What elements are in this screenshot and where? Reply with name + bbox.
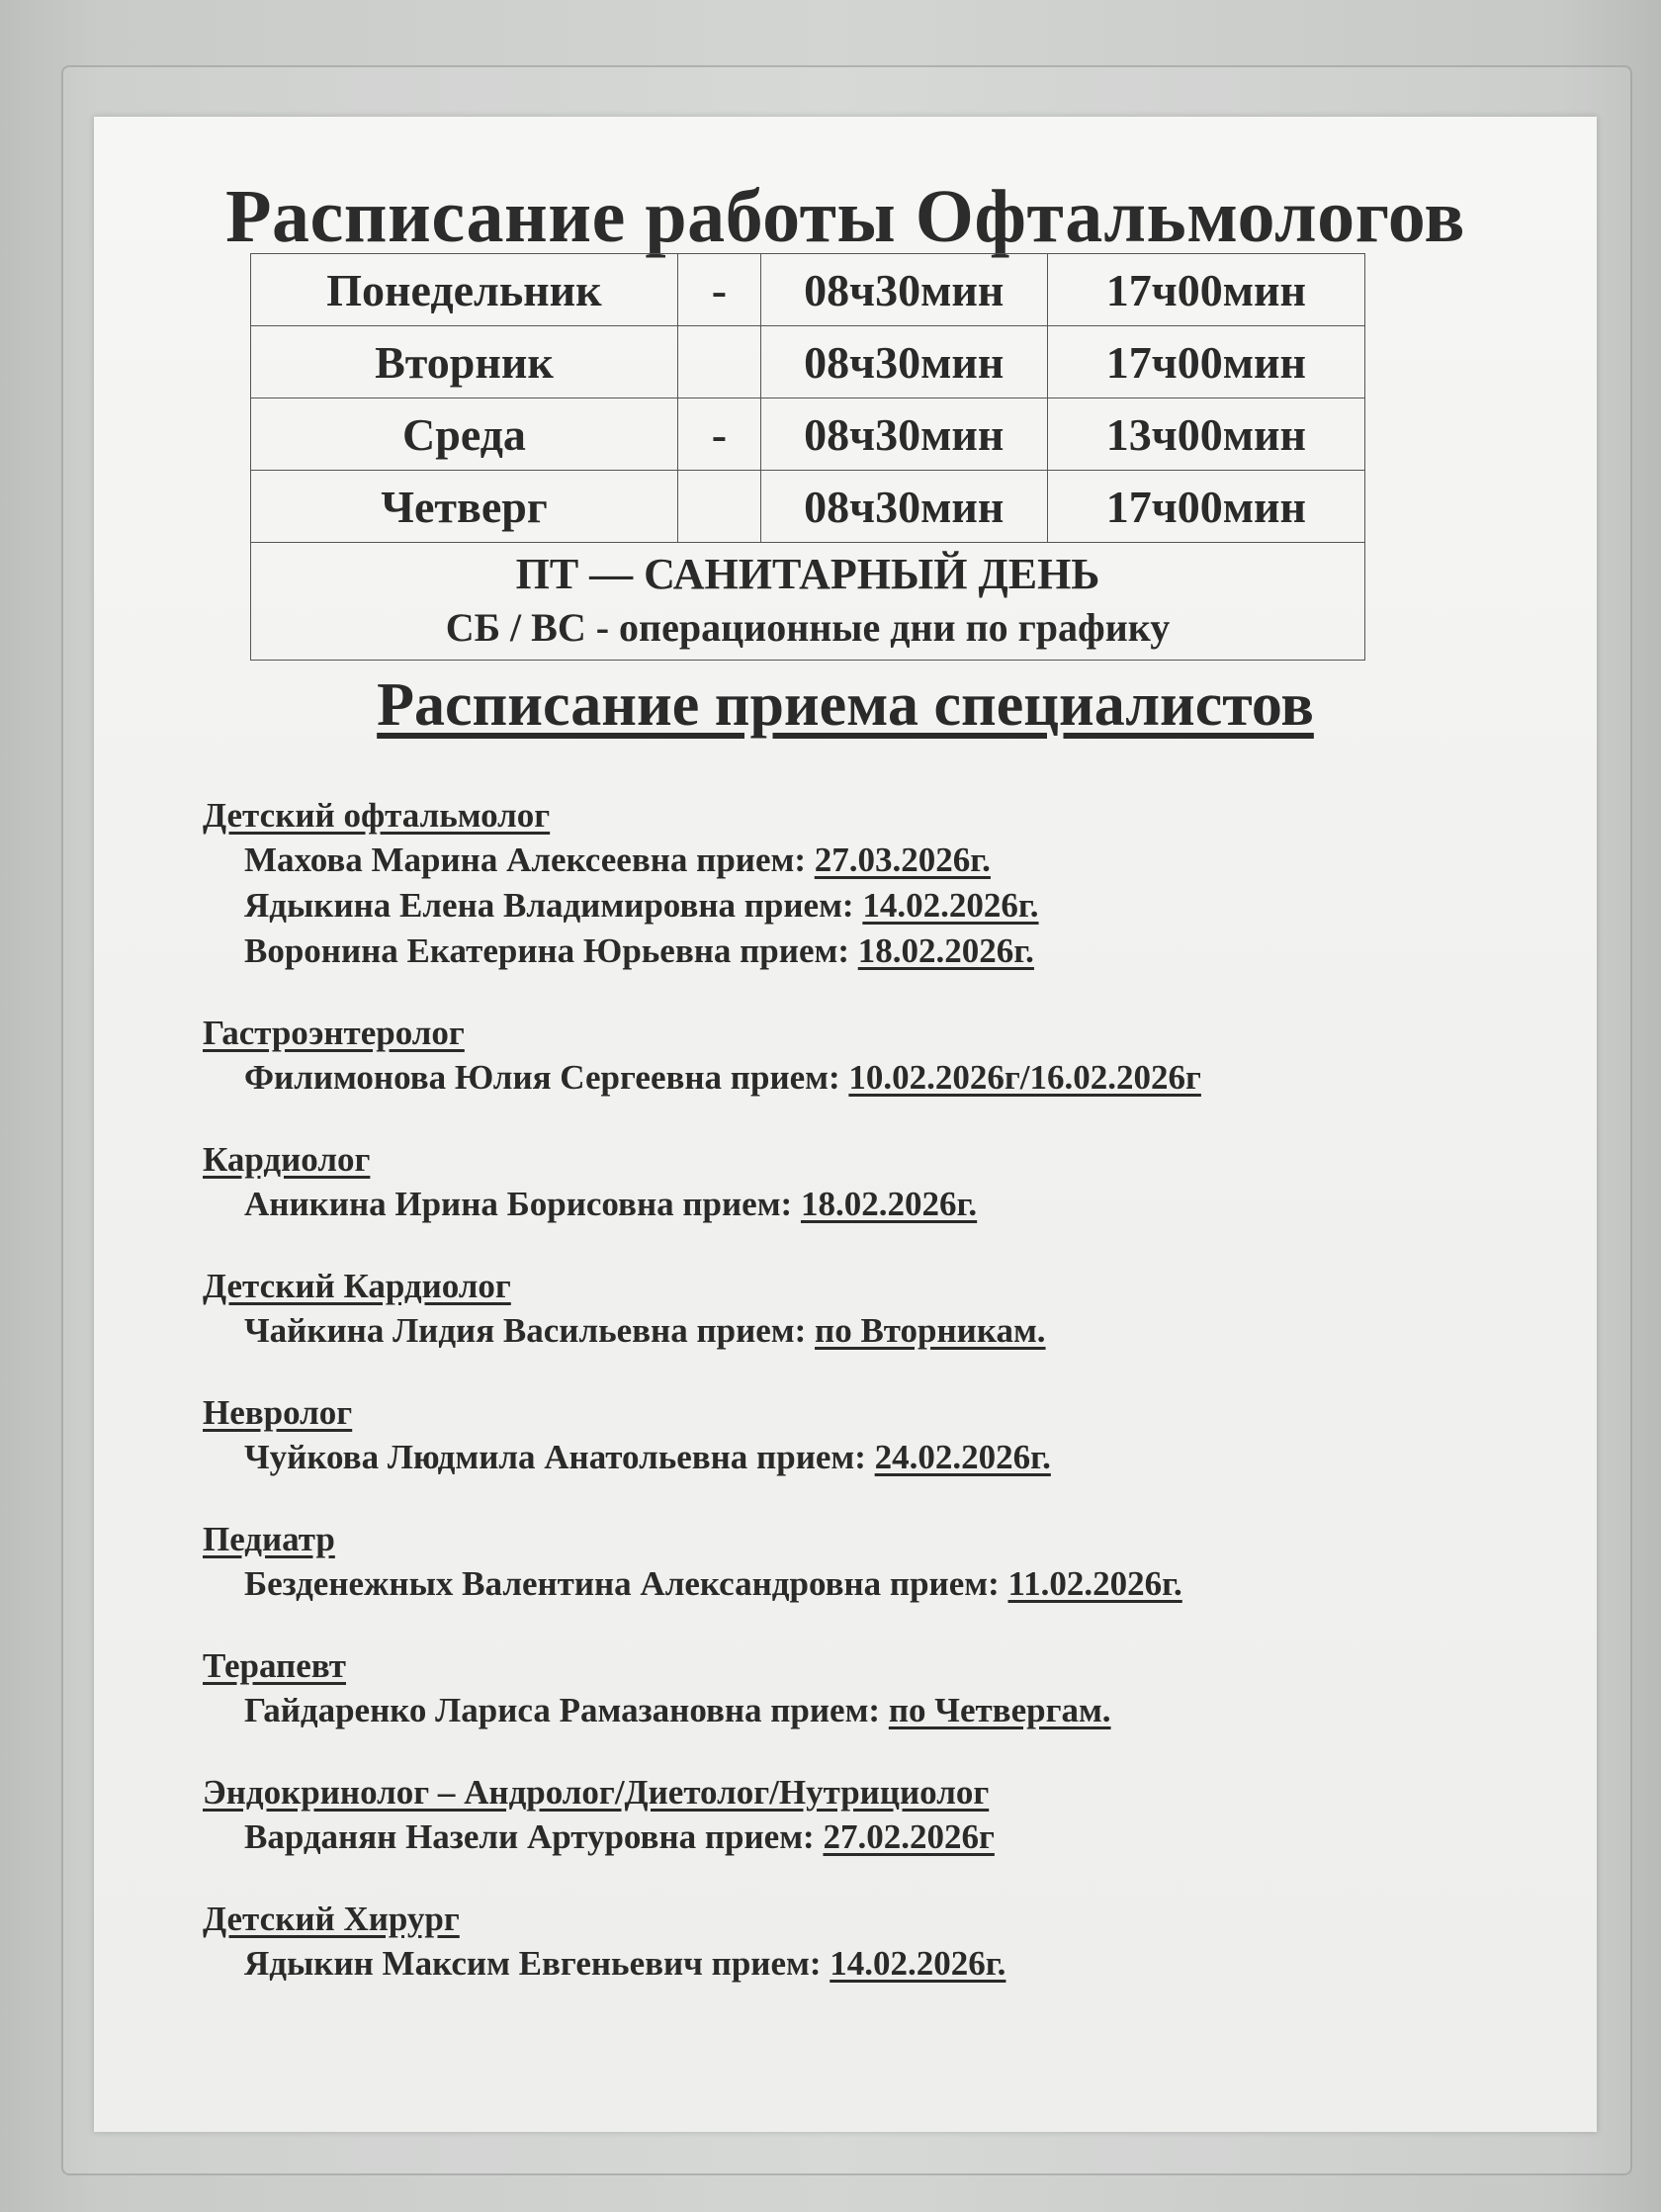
doctor-line xyxy=(203,1182,1488,1227)
doctor-line xyxy=(203,1688,1488,1733)
doctor-name: Махова Марина Алексеевна прием: xyxy=(244,841,806,879)
doctor-line xyxy=(203,1941,1488,1987)
doctor-name: Чайкина Лидия Васильевна прием: xyxy=(244,1311,807,1350)
end-time-cell: 17ч00мин xyxy=(1047,471,1364,543)
dash-cell xyxy=(677,471,760,543)
end-time-cell: 17ч00мин xyxy=(1047,326,1364,398)
doctor-line xyxy=(203,838,1488,883)
doctor-name: Аникина Ирина Борисовна прием: xyxy=(244,1185,793,1223)
specialist-group xyxy=(203,1391,1488,1480)
dash-cell: - xyxy=(677,254,760,326)
doctor-name: Воронина Екатерина Юрьевна прием: xyxy=(244,931,849,970)
specialist-group xyxy=(203,1518,1488,1607)
page-title: Расписание работы Офтальмологов xyxy=(225,175,1465,258)
specialty-name: Детский офтальмолог xyxy=(203,796,551,835)
friday-note: ПТ — САНИТАРНЫЙ ДЕНЬ xyxy=(515,550,1100,598)
doctor-name: Гайдаренко Лариса Рамазановна прием: xyxy=(244,1691,881,1729)
start-time-cell: 08ч30мин xyxy=(760,326,1047,398)
specialists-list xyxy=(203,794,1488,2024)
doctor-name: Ядыкин Максим Евгеньевич прием: xyxy=(244,1944,822,1983)
dash-cell: - xyxy=(677,398,760,471)
specialist-group xyxy=(203,1265,1488,1354)
doctor-name: Безденежных Валентина Александровна прием: xyxy=(244,1564,1000,1603)
day-cell: Четверг xyxy=(251,471,678,543)
appointment-date: по Вторникам. xyxy=(815,1311,1046,1350)
doctor-name: Ядыкина Елена Владимировна прием: xyxy=(244,886,854,925)
hours-row xyxy=(251,254,1365,326)
doctor-line xyxy=(203,1435,1488,1480)
doctor-name: Чуйкова Людмила Анатольевна прием: xyxy=(244,1438,866,1476)
doctor-line xyxy=(203,1561,1488,1607)
specialty-name: Детский Хирург xyxy=(203,1900,460,1938)
specialists-title: Расписание приема специалистов xyxy=(377,671,1314,739)
day-cell: Понедельник xyxy=(251,254,678,326)
day-cell: Среда xyxy=(251,398,678,471)
doctor-name: Филимонова Юлия Сергеевна прием: xyxy=(244,1058,840,1097)
doctor-line xyxy=(203,883,1488,929)
appointment-date: 24.02.2026г. xyxy=(874,1438,1051,1476)
specialty-name: Педиатр xyxy=(203,1520,335,1558)
notes-cell xyxy=(251,543,1365,661)
schedule-paper xyxy=(94,117,1597,2132)
hours-row xyxy=(251,471,1365,543)
weekend-note: СБ / ВС - операционные дни по графику xyxy=(445,605,1171,650)
specialty-name: Эндокринолог – Андролог/Диетолог/Нутрициолог xyxy=(203,1773,990,1812)
notes-row xyxy=(251,543,1365,661)
working-hours-table xyxy=(250,253,1365,661)
specialty-name: Гастроэнтеролог xyxy=(203,1014,465,1052)
doctor-name: Варданян Назели Артуровна прием: xyxy=(244,1817,815,1856)
specialist-group xyxy=(203,1771,1488,1860)
specialty-name: Детский Кардиолог xyxy=(203,1267,511,1305)
specialist-group xyxy=(203,1138,1488,1227)
start-time-cell: 08ч30мин xyxy=(760,471,1047,543)
hours-row xyxy=(251,398,1365,471)
doctor-line xyxy=(203,929,1488,974)
specialist-group xyxy=(203,794,1488,974)
appointment-date: 27.02.2026г xyxy=(823,1817,995,1856)
appointment-date: 14.02.2026г. xyxy=(830,1944,1006,1983)
dash-cell xyxy=(677,326,760,398)
appointment-date: 18.02.2026г. xyxy=(800,1185,978,1223)
specialist-group xyxy=(203,1898,1488,1987)
appointment-date: 14.02.2026г. xyxy=(862,886,1039,925)
appointment-date: 18.02.2026г. xyxy=(857,931,1034,970)
doctor-line xyxy=(203,1308,1488,1354)
specialty-name: Терапевт xyxy=(203,1646,346,1685)
appointment-date: 27.03.2026г. xyxy=(814,841,991,879)
appointment-date: 10.02.2026г/16.02.2026г xyxy=(848,1058,1201,1097)
doctor-line xyxy=(203,1814,1488,1860)
specialty-name: Кардиолог xyxy=(203,1140,371,1179)
start-time-cell: 08ч30мин xyxy=(760,398,1047,471)
end-time-cell: 17ч00мин xyxy=(1047,254,1364,326)
start-time-cell: 08ч30мин xyxy=(760,254,1047,326)
specialist-group xyxy=(203,1644,1488,1733)
specialty-name: Невролог xyxy=(203,1393,353,1432)
hours-row xyxy=(251,326,1365,398)
appointment-date: 11.02.2026г. xyxy=(1007,1564,1182,1603)
appointment-date: по Четвергам. xyxy=(888,1691,1111,1729)
end-time-cell: 13ч00мин xyxy=(1047,398,1364,471)
doctor-line xyxy=(203,1055,1488,1101)
day-cell: Вторник xyxy=(251,326,678,398)
specialist-group xyxy=(203,1012,1488,1101)
